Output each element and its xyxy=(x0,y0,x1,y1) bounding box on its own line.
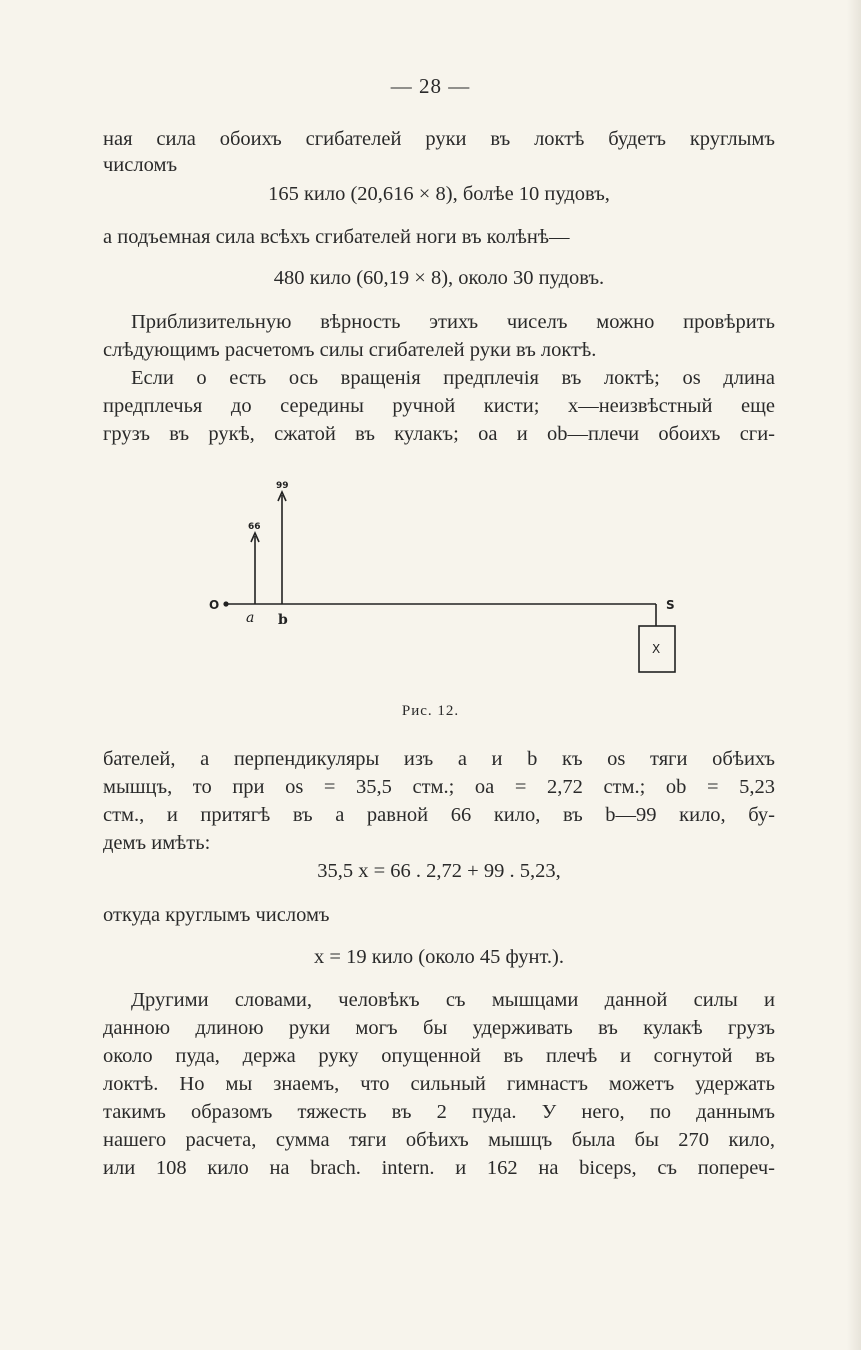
label-force-a: 66 xyxy=(248,522,261,532)
text-line: Приблизительную вѣрность этихъ чиселъ можно провѣрить xyxy=(131,311,775,333)
text-line: 165 кило (20,616 × 8), болѣе 10 пудовъ, xyxy=(268,183,610,205)
text-line: такимъ образомъ тяжесть въ 2 пуда. У него, по даннымъ xyxy=(103,1101,775,1123)
text-line: мышцъ, то при os = 35,5 стм.; oa = 2,72 стм.; ob = 5,23 xyxy=(103,776,775,798)
text-line: слѣдующимъ расчетомъ силы сгибателей руки въ локтѣ. xyxy=(103,339,597,361)
label-x: X xyxy=(652,642,661,656)
text-line: откуда круглымъ числомъ xyxy=(103,904,330,926)
text-line: предплечья до середины ручной кисти; x—неизвѣстный еще xyxy=(103,395,775,417)
label-force-b: 99 xyxy=(276,481,289,491)
text-line: Если o есть ось вращенія предплечія въ локтѣ; os длина xyxy=(131,367,775,389)
text-line: числомъ xyxy=(103,154,178,176)
text-line: а подъемная сила всѣхъ сгибателей ноги въ колѣнѣ— xyxy=(103,226,570,248)
text-line: демъ имѣть: xyxy=(103,832,211,854)
page-edge-shadow xyxy=(847,0,861,1350)
text-line: или 108 кило на brach. intern. и 162 на biceps, съ попереч- xyxy=(103,1157,775,1179)
text-line: Другими словами, человѣкъ съ мышцами данной силы и xyxy=(131,989,775,1011)
equation: 35,5 x = 66 . 2,72 + 99 . 5,23, xyxy=(317,860,561,882)
text-line: 480 кило (60,19 × 8), около 30 пудовъ. xyxy=(273,267,605,289)
label-b: b xyxy=(278,612,288,628)
text-line: нашего расчета, сумма тяги обѣихъ мышцъ была бы 270 кило, xyxy=(103,1129,775,1151)
text-line: данною длиною руки могъ бы удерживать въ кулакѣ грузъ xyxy=(103,1017,775,1039)
label-o: O xyxy=(209,598,220,612)
label-a: a xyxy=(246,610,255,626)
text-line: около пуда, держа руку опущенной въ плечѣ и согнутой въ xyxy=(103,1045,775,1067)
text-line: локтѣ. Но мы знаемъ, что сильный гимнастъ можетъ удержать xyxy=(103,1073,775,1095)
page-number: — 28 — xyxy=(390,74,471,98)
label-s: S xyxy=(666,598,675,612)
text-line: бателей, а перпендикуляры изъ a и b къ os тяги обѣихъ xyxy=(103,748,775,770)
equation: x = 19 кило (около 45 фунт.). xyxy=(314,946,564,968)
text-line: ная сила обоихъ сгибателей руки въ локтѣ будетъ круглымъ xyxy=(103,128,775,150)
pivot-point-o xyxy=(223,601,228,606)
text-line: грузъ въ рукѣ, сжатой въ кулакъ; oa и ob—плечи обоихъ сги- xyxy=(103,423,775,445)
text-line: стм., и притягѣ въ a равной 66 кило, въ b—99 кило, бу- xyxy=(103,804,775,826)
figure-caption: Рис. 12. xyxy=(401,703,460,719)
